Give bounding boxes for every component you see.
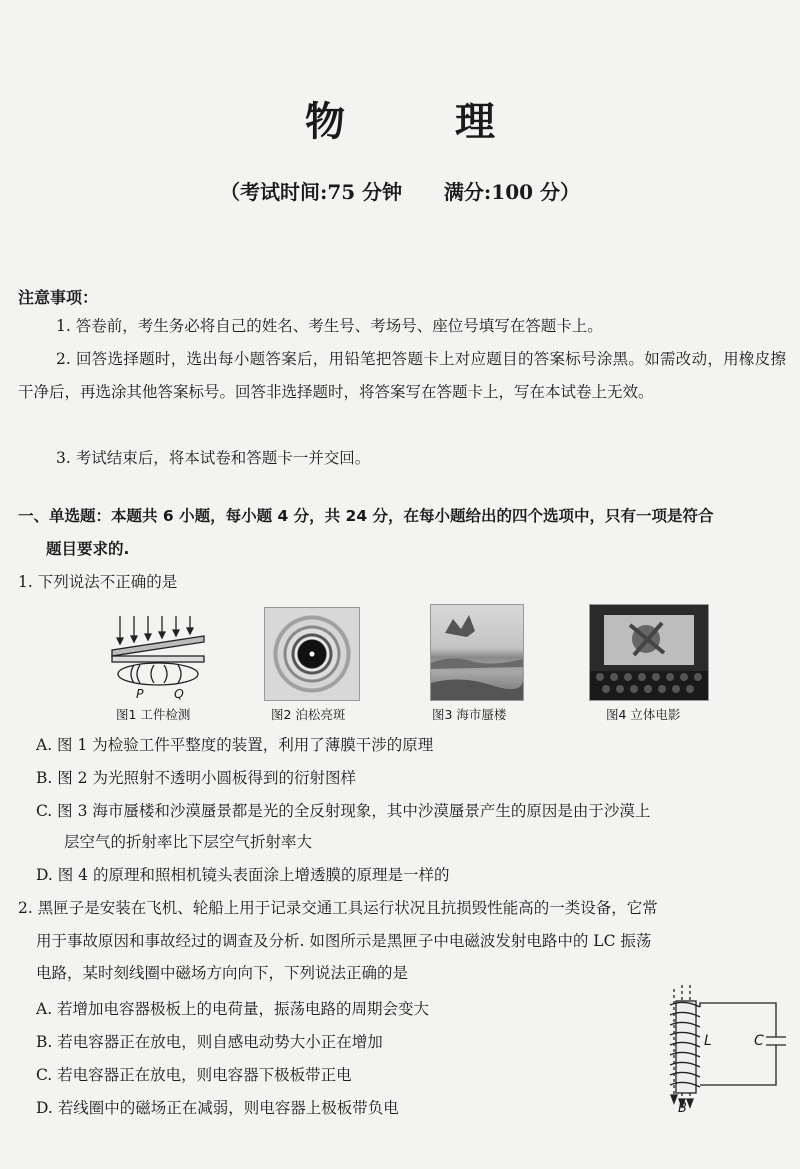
question-2-option-c: C. 若电容器正在放电，则电容器下极板带正电: [36, 1066, 352, 1084]
figure-1-apparatus: [108, 612, 208, 702]
question-1-option-c: C. 图 3 海市蜃楼和沙漠蜃景都是光的全反射现象，其中沙漠蜃景产生的原因是由于沙漠上: [36, 802, 651, 820]
figure-2-image: [264, 607, 360, 701]
label-capacitor: C: [754, 1033, 764, 1049]
section-heading: [18, 500, 786, 566]
note-item: 2. 回答选择题时，选出每小题答案后，用铅笔把答题卡上对应题目的答案标号涂黑。如需改动，用橡皮擦干净后，再选涂其他答案标号。回答非选择题时，将答案写在答题卡上，写在本试卷上无效。: [18, 350, 786, 401]
question-1-option-b: B. 图 2 为光照射不透明小圆板得到的衍射图样: [36, 769, 356, 787]
question-2-option-d: D. 若线圈中的磁场正在减弱，则电容器上极板带负电: [36, 1099, 399, 1117]
exam-info: （考试时间:75 分钟 满分:100 分）: [219, 180, 581, 204]
question-2-stem: 用于事故原因和事故经过的调查及分析. 如图所示是黑匣子中电磁波发射电路中的 LC 振荡: [36, 932, 652, 950]
figure-3-caption: 图3 海市蜃楼: [432, 707, 507, 722]
label-p: P: [136, 686, 144, 701]
figure-2-caption: 图2 泊松亮斑: [271, 707, 346, 722]
question-1-stem: 1. 下列说法不正确的是: [18, 573, 178, 591]
note-item: 1. 答卷前，考生务必将自己的姓名、考生号、考场号、座位号填写在答题卡上。: [56, 317, 603, 335]
section-heading-line: 题目要求的.: [46, 540, 130, 558]
question-2-stem: 2. 黑匣子是安装在飞机、轮船上用于记录交通工具运行状况且抗损毁性能高的一类设备，它常: [18, 899, 658, 917]
question-2-option-a: A. 若增加电容器极板上的电荷量，振荡电路的周期会变大: [36, 1000, 430, 1018]
figure-4-image: [589, 604, 709, 701]
question-2-option-b: B. 若电容器正在放电，则自感电动势大小正在增加: [36, 1033, 383, 1051]
figure-1-caption: 图1 工件检测: [116, 707, 191, 722]
page-title: 物 理: [305, 98, 543, 145]
question-1-option-d: D. 图 4 的原理和照相机镜头表面涂上增透膜的原理是一样的: [36, 866, 450, 884]
question-1-option-c-cont: 层空气的折射率比下层空气折射率大: [64, 833, 313, 851]
question-2-stem: 电路，某时刻线圈中磁场方向向下，下列说法正确的是: [36, 964, 409, 982]
figure-3-image: [430, 604, 524, 701]
note-item: 3. 考试结束后，将本试卷和答题卡一并交回。: [56, 449, 371, 467]
notes-heading: 注意事项：: [18, 288, 99, 307]
label-q: Q: [174, 686, 184, 701]
label-magnetic-field: B: [678, 1101, 687, 1116]
figure-4-caption: 图4 立体电影: [606, 707, 681, 722]
lc-circuit-diagram: [660, 985, 790, 1115]
label-inductor: L: [704, 1033, 712, 1049]
section-heading-line: 一、单选题：本题共 6 小题，每小题 4 分，共 24 分，在每小题给出的四个选项中，只有一项是符合: [18, 507, 714, 525]
question-1-option-a: A. 图 1 为检验工件平整度的装置，利用了薄膜干涉的原理: [36, 736, 434, 754]
